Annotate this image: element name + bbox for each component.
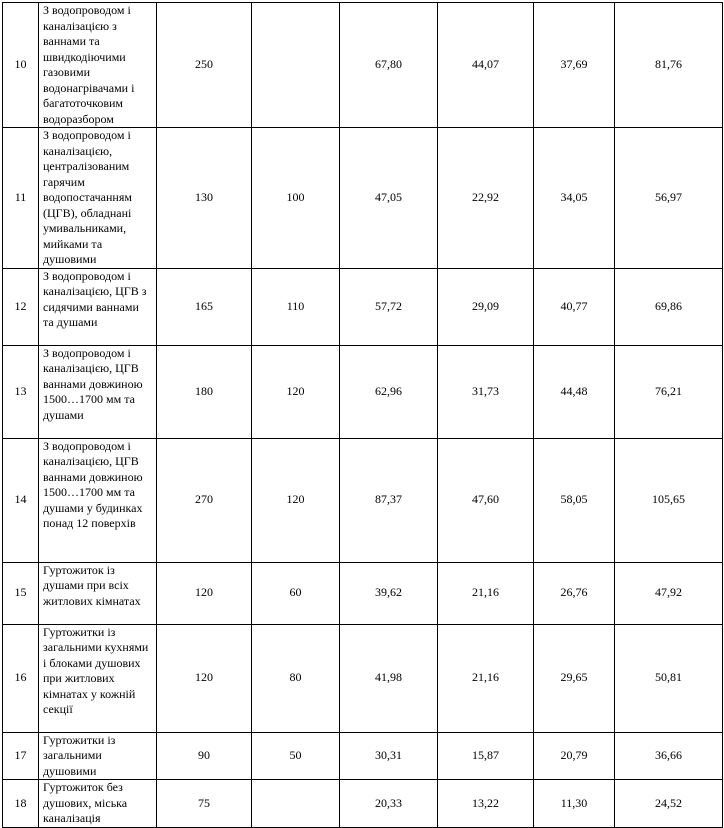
row-number: 15 — [3, 562, 39, 624]
table-row — [3, 732, 723, 780]
cell-value: 41,98 — [340, 624, 438, 732]
cell-value: 20,79 — [534, 732, 615, 780]
cell-value: 165 — [157, 268, 252, 345]
table-row — [3, 624, 723, 732]
cell-value: 30,31 — [340, 732, 438, 780]
cell-value: 40,77 — [534, 268, 615, 345]
cell-value: 130 — [157, 128, 252, 269]
cell-value: 90 — [157, 732, 252, 780]
cell-value: 13,22 — [438, 780, 534, 828]
water-norms-table — [2, 2, 723, 828]
cell-value: 105,65 — [615, 438, 723, 562]
row-description: З водопроводом і каналізацією з ваннами та швидкодіючими газовими водонагрівачами і багатоточковим водоразбором — [39, 3, 157, 128]
row-description: Гуртожитки із загальними кухнями і блоками душових при житлових кімнатах у кожній секції — [39, 624, 157, 732]
table-row — [3, 3, 723, 128]
cell-value: 69,86 — [615, 268, 723, 345]
cell-value: 20,33 — [340, 780, 438, 828]
cell-value: 24,52 — [615, 780, 723, 828]
cell-value: 29,65 — [534, 624, 615, 732]
cell-value: 47,05 — [340, 128, 438, 269]
row-description: З водопроводом і каналізацією, централізованим гарячим водопостачанням (ЦГВ), обладнані умивальниками, мийками та душовими — [39, 128, 157, 269]
table-row — [3, 128, 723, 269]
cell-value: 81,76 — [615, 3, 723, 128]
cell-value: 31,73 — [438, 345, 534, 438]
cell-value: 44,07 — [438, 3, 534, 128]
row-number: 10 — [3, 3, 39, 128]
row-number: 17 — [3, 732, 39, 780]
row-description: Гуртожиток із душами при всіх житлових кімнатах — [39, 562, 157, 624]
cell-value: 58,05 — [534, 438, 615, 562]
row-number: 16 — [3, 624, 39, 732]
cell-value: 21,16 — [438, 624, 534, 732]
row-number: 14 — [3, 438, 39, 562]
table-row — [3, 562, 723, 624]
cell-value — [252, 3, 340, 128]
table-row — [3, 780, 723, 828]
cell-value: 21,16 — [438, 562, 534, 624]
cell-value: 11,30 — [534, 780, 615, 828]
cell-value: 50 — [252, 732, 340, 780]
cell-value: 47,60 — [438, 438, 534, 562]
cell-value: 120 — [252, 438, 340, 562]
cell-value: 270 — [157, 438, 252, 562]
cell-value: 120 — [157, 624, 252, 732]
row-number: 11 — [3, 128, 39, 269]
cell-value: 15,87 — [438, 732, 534, 780]
table-row — [3, 438, 723, 562]
cell-value: 180 — [157, 345, 252, 438]
cell-value: 250 — [157, 3, 252, 128]
cell-value: 56,97 — [615, 128, 723, 269]
row-description: З водопроводом і каналізацією, ЦГВ ваннами довжиною 1500…1700 мм та душами у будинках понад 12 поверхів — [39, 438, 157, 562]
cell-value: 57,72 — [340, 268, 438, 345]
row-description: Гуртожитки із загальними душовими — [39, 732, 157, 780]
row-number: 13 — [3, 345, 39, 438]
cell-value: 26,76 — [534, 562, 615, 624]
row-number: 12 — [3, 268, 39, 345]
row-description: З водопроводом і каналізацією, ЦГВ ваннами довжиною 1500…1700 мм та душами — [39, 345, 157, 438]
row-description: Гуртожиток без душових, міська каналізація — [39, 780, 157, 828]
cell-value: 60 — [252, 562, 340, 624]
cell-value: 34,05 — [534, 128, 615, 269]
cell-value: 39,62 — [340, 562, 438, 624]
row-description: З водопроводом і каналізацією, ЦГВ з сидячими ваннами та душами — [39, 268, 157, 345]
cell-value: 37,69 — [534, 3, 615, 128]
cell-value: 67,80 — [340, 3, 438, 128]
row-number: 18 — [3, 780, 39, 828]
cell-value: 120 — [252, 345, 340, 438]
cell-value: 120 — [157, 562, 252, 624]
cell-value: 80 — [252, 624, 340, 732]
cell-value: 36,66 — [615, 732, 723, 780]
cell-value: 100 — [252, 128, 340, 269]
cell-value: 29,09 — [438, 268, 534, 345]
table-row — [3, 268, 723, 345]
cell-value: 75 — [157, 780, 252, 828]
cell-value: 62,96 — [340, 345, 438, 438]
cell-value: 87,37 — [340, 438, 438, 562]
cell-value: 22,92 — [438, 128, 534, 269]
cell-value — [252, 780, 340, 828]
cell-value: 76,21 — [615, 345, 723, 438]
table-row — [3, 345, 723, 438]
cell-value: 110 — [252, 268, 340, 345]
cell-value: 50,81 — [615, 624, 723, 732]
cell-value: 47,92 — [615, 562, 723, 624]
cell-value: 44,48 — [534, 345, 615, 438]
